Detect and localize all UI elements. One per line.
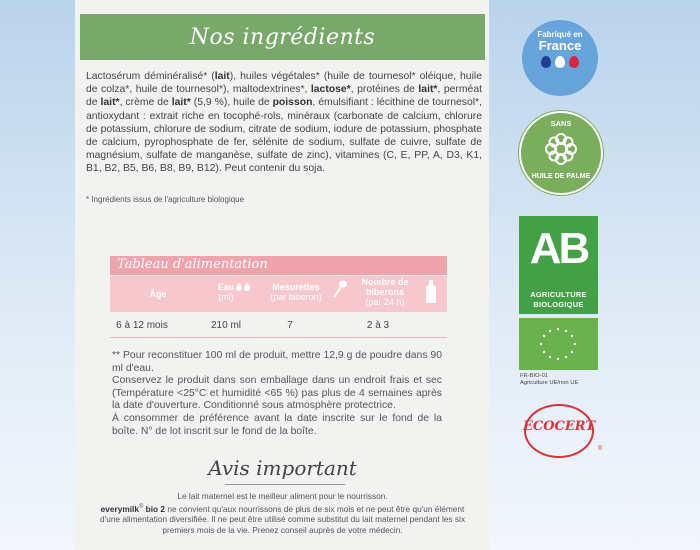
- ingredient-segment: , crème de: [119, 97, 172, 109]
- column-scoops: Mesurettes (par biberon): [270, 282, 322, 302]
- ecocert-registered-mark: ®: [598, 446, 603, 452]
- brand-name: everymilk: [100, 503, 139, 514]
- ingredients-title: Nos ingrédients: [189, 24, 376, 50]
- storage-note: Conservez le produit dans son emballage dans un endroit frais et sec (Température <25°C et humidité <65 %) pas plus de 4 semaines après la date d'ouverture. Conditionné sous atmosphère protectrice.: [112, 375, 442, 412]
- column-bottles: Nombre de biberons (par 24 h): [361, 277, 409, 307]
- eu-organic-leaf-logo: [519, 318, 598, 370]
- row-scoops: 7: [287, 320, 293, 331]
- ingredient-segment: , émulsifiant : lécithine de tournesol*, antioxydant : extrait riche en tocophé-rols, minéraux (carbonate de calcium, chlorure de potassium, chlorure de sodium, citrate de sodium, iodure de potassium, phosphate de calcium, pyrophosphate de fer, sélénite de sodium, sulfate de cuivre, sulfate de magnésium, sulfate de manganèse, sulfate de zinc), vitamines (C, E, PP, A, D3, K1, B1, B2, B5, B6, B8, B9, B12). Peut contenir du soja.: [86, 97, 482, 175]
- ecocert-logo: [520, 404, 603, 454]
- brand-registered-mark: ®: [138, 503, 144, 510]
- blue-drop-icon: [541, 56, 551, 68]
- ecocert-text: ECOCERT: [522, 419, 596, 434]
- preparation-notes: [112, 350, 442, 438]
- reconstitution-note: ** Pour reconstituer 100 ml de produit, mettre 12,9 g de poudre dans 90 ml d'eau.: [112, 350, 442, 374]
- ab-letters: AB: [529, 224, 588, 273]
- allergen-highlight: lactose*: [310, 84, 351, 96]
- allergen-highlight: lait: [214, 71, 230, 82]
- brand-suffix: bio 2: [143, 503, 166, 514]
- consumption-note: À consommer de préférence avant la date inscrite sur le fond de la boîte. N° de lot inscrit sur le fond de la boîte.: [112, 412, 442, 437]
- water-drops-icon: [235, 281, 251, 291]
- ingredients-text: [86, 70, 482, 176]
- allergen-highlight: lait*: [100, 97, 120, 109]
- ingredient-segment: ), huiles végétales* (huile de tournesol* oléique, huile de colza*, huile de tournesol*), maltodextrines*,: [86, 71, 482, 96]
- feeding-table-columns: [110, 276, 447, 312]
- column-water: Eau (ml): [217, 282, 235, 302]
- important-notice-title: Avis important: [208, 456, 357, 480]
- made-in-france-badge: [522, 20, 598, 96]
- table-row-divider: [110, 337, 447, 338]
- palm-badge-bottom: HUILE DE PALME: [531, 173, 591, 180]
- red-drop-icon: [569, 56, 579, 68]
- important-underline: [225, 484, 345, 485]
- palm-oil-free-badge: [519, 111, 603, 195]
- palm-flower-icon: [543, 131, 579, 167]
- allergen-highlight: lait*: [171, 97, 191, 109]
- white-drop-icon: [555, 56, 565, 68]
- ingredient-segment: , protéines de: [350, 84, 419, 96]
- tricolor-drops: [522, 56, 598, 68]
- eu-leaf-icon: [531, 324, 586, 364]
- ab-logo-mark: [519, 216, 598, 286]
- important-notice-text: [90, 491, 475, 535]
- breastfeeding-line: Le lait maternel est le meilleur aliment pour le nourrisson.: [177, 491, 388, 501]
- usage-warning: ne convient qu'aux nourrissons de plus de six mois et ne peut être qu'un élément d'une alimentation diversifiée. Il ne peut être utilisé comme substitut du lait maternel pendant les six premiers mois de la vie. Prenez conseil auprès de votre médecin.: [100, 503, 465, 535]
- palm-badge-top: SANS: [550, 119, 572, 128]
- france-label: France: [538, 38, 582, 53]
- ab-label: AGRICULTURE BIOLOGIQUE: [519, 286, 598, 314]
- eu-certification-code: FR-BIO-01 Agriculture UE/non UE: [520, 373, 579, 386]
- made-in-label: Fabriqué en: [537, 30, 583, 39]
- ab-organic-logo: [519, 216, 598, 316]
- scoop-icon: [332, 279, 348, 299]
- allergen-highlight: poisson: [272, 97, 313, 109]
- organic-footnote: * Ingrédients issus de l'agriculture biologique: [86, 195, 245, 204]
- column-age: Âge: [149, 289, 167, 299]
- ingredient-segment: (5,9 %), huile de: [190, 97, 273, 109]
- baby-bottle-icon: [424, 279, 438, 305]
- feeding-table-title: Tableau d'alimentation: [117, 257, 268, 272]
- row-age: 6 à 12 mois: [116, 320, 168, 331]
- ingredient-segment: , perméat de: [86, 84, 482, 109]
- allergen-highlight: lait*: [418, 84, 438, 96]
- feeding-table-header: [110, 256, 447, 275]
- row-bottles: 2 à 3: [366, 320, 390, 331]
- row-water: 210 ml: [210, 320, 241, 331]
- ingredient-segment: Lactosérum déminéralisé* (: [86, 71, 215, 82]
- ingredients-header: [80, 14, 485, 60]
